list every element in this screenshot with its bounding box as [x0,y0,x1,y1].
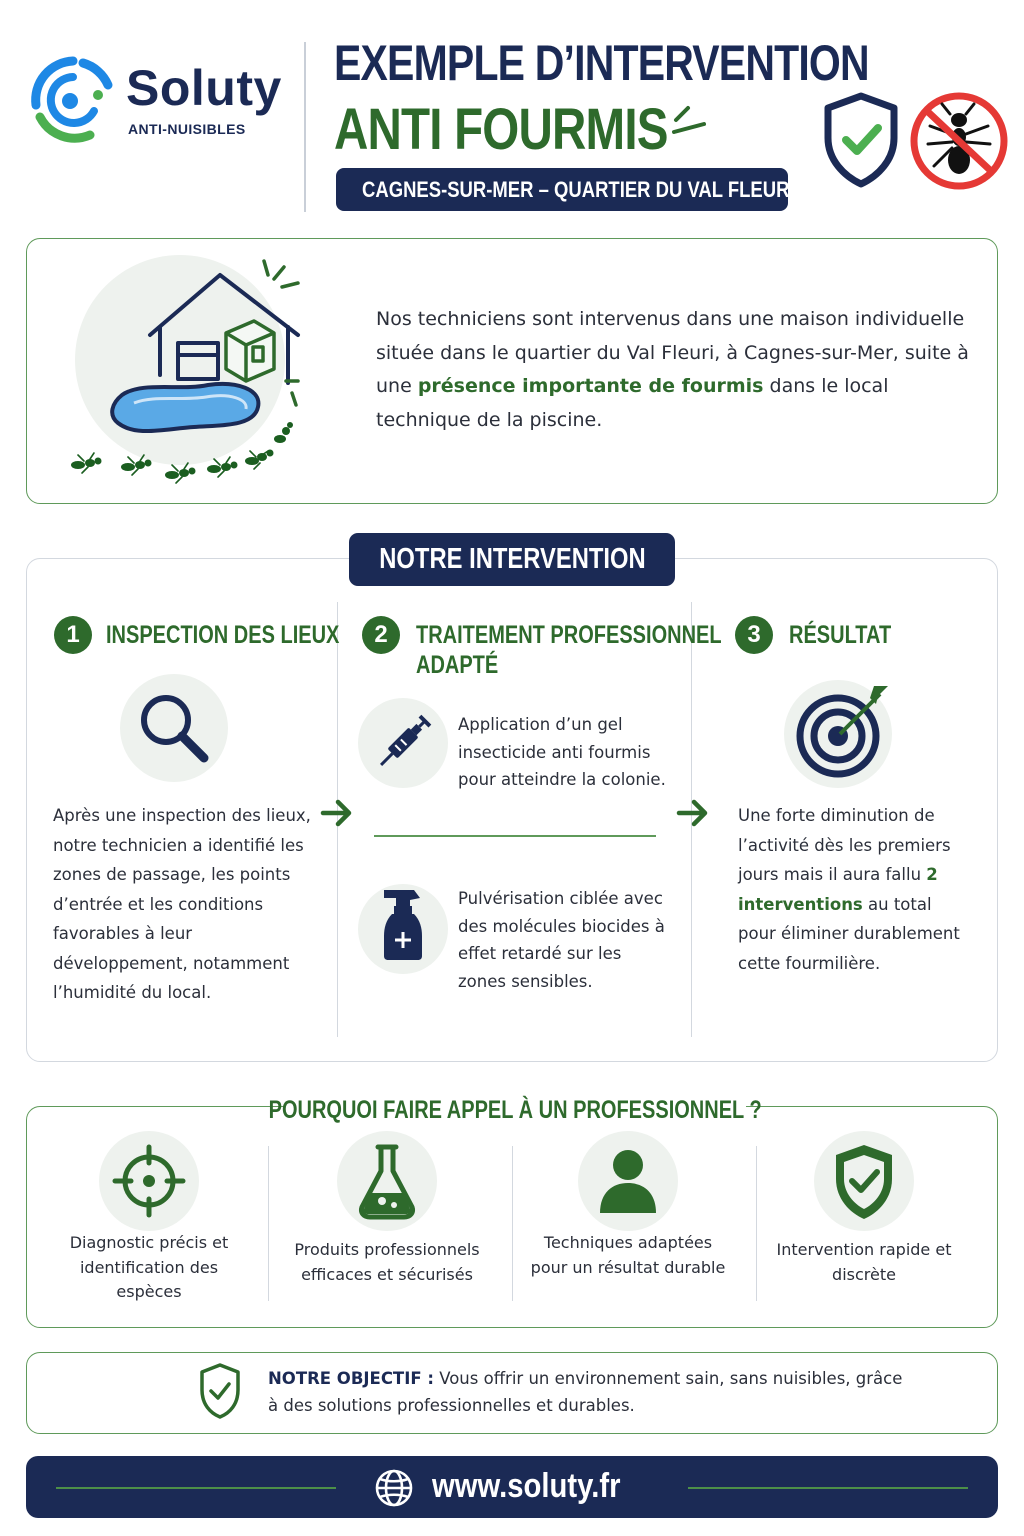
location-badge [336,168,795,211]
no-ant-icon [908,90,1010,192]
arrow-right-icon [676,798,710,828]
objective-text: NOTRE OBJECTIF : Vous offrir un environnement sain, sans nuisibles, grâce à des solutions professionnelles et durables. [268,1369,903,1415]
step-2-number: 2 [362,616,400,654]
why-divider [268,1146,269,1301]
flask-icon [352,1141,422,1221]
intervention-section-label: NOTRE INTERVENTION [349,533,675,586]
intro-paragraph: Nos techniciens sont intervenus dans une maison individuelle située dans le quartier du Val Fleuri, à Cagnes-sur-Mer, suite à une présence importante de fourmis dans le local technique de la piscine. [376,308,969,431]
globe-icon [374,1468,414,1508]
shield-check-icon [822,92,900,188]
step-1-text: Après une inspection des lieux, notre technicien a identifié les zones de passage, les points d’entrée et les conditions favorables à leur développement, notamment l’humidité du local. [53,806,311,1002]
why-title-wrap [268,1094,762,1126]
magnifier-icon [132,686,216,770]
why-item-techniques: Techniques adaptées pour un résultat durable [530,1233,726,1277]
why-divider [756,1146,757,1301]
why-item-rapid: Intervention rapide et discrète [776,1240,952,1284]
page-title: EXEMPLE D’INTERVENTION [334,35,869,91]
brand-tagline: ANTI-NUISIBLES [128,121,246,137]
location-text: CAGNES-SUR-MER – QUARTIER DU VAL FLEURI [362,176,795,202]
step-2-gel-text: Application d’un gel insecticide anti fourmis pour atteindre la colonie. [458,715,666,789]
why-item-diagnostic: Diagnostic précis et identification des espèces [69,1233,229,1301]
step-3-text: Une forte diminution de l’activité dès les premiers jours mais il aura fallu 2 interventions au total pour éliminer durablement cette fourmilière. [738,806,960,973]
target-icon [794,680,894,780]
syringe-icon [368,708,438,778]
why-divider [512,1146,513,1301]
page-subtitle: ANTI FOURMIS [334,97,668,162]
why-item-products: Produits professionnels efficaces et sécurisés [294,1240,480,1284]
spray-bottle-icon [374,888,430,962]
footer-line-right [688,1487,968,1489]
house-pool-illustration-icon [60,255,320,490]
brand-logo[interactable] [28,55,298,145]
crosshair-icon [111,1143,187,1219]
header-divider [304,42,306,212]
shield-check-icon [830,1141,898,1221]
step-3-number: 3 [735,616,773,654]
soluty-logo-icon [28,55,118,145]
objective-label: NOTRE OBJECTIF : [268,1369,434,1388]
shield-check-icon [198,1362,242,1420]
brand-name: Soluty [126,60,282,116]
website-link[interactable]: www.soluty.fr [432,1467,621,1505]
user-icon [592,1143,664,1215]
intro-highlight: présence importante de fourmis [417,375,764,397]
why-title: POURQUOI FAIRE APPEL À UN PROFESSIONNEL ? [268,1095,762,1124]
step-1-number: 1 [54,616,92,654]
sparkle-accent-icon [668,102,712,138]
step-3-title: RÉSULTAT [789,621,892,649]
arrow-right-icon [320,798,354,828]
footer-line-left [56,1487,336,1489]
step-2-title: TRAITEMENT PROFESSIONNEL ADAPTÉ [416,621,722,679]
step-1-title: INSPECTION DES LIEUX [106,621,340,649]
step-2-spray-text: Pulvérisation ciblée avec des molécules biocides à effet retardé sur les zones sensibles. [458,889,665,991]
step-2-separator [374,835,656,837]
step-3-highlight: 2 interventions [738,865,938,914]
